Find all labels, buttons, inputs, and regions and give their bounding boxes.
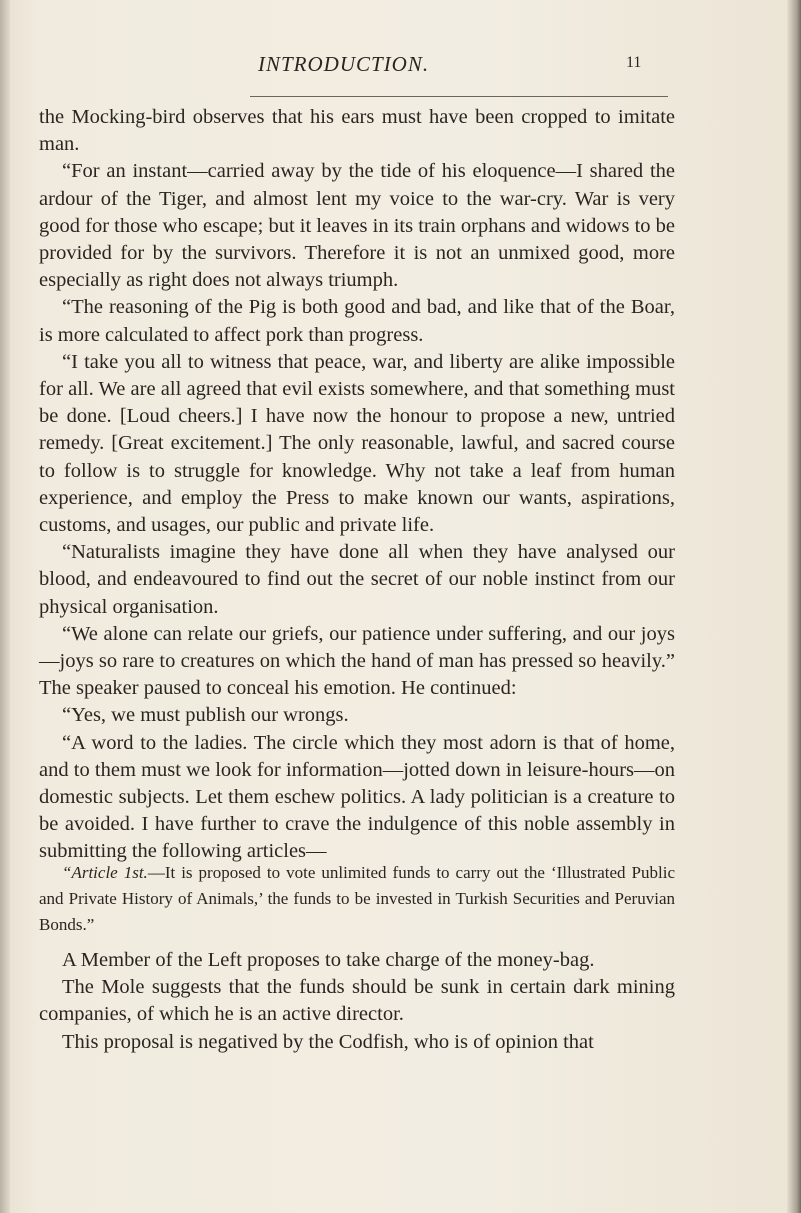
- paragraph: A Member of the Left proposes to take charge of the money-bag.: [62, 949, 595, 971]
- article-text: —It is proposed to vote unlimited funds to carry out the ‘Illustrated Public and Private History of Animals,’ the funds to be invested in Turkish Securities and Peruvian Bonds.”: [39, 863, 675, 934]
- page-header: [0, 34, 801, 74]
- paragraph: “Naturalists imagine they have done all when they have analysed our blood, and endeavoured to find out the secret of our noble instinct from our physical organisation.: [39, 541, 675, 618]
- page-number: 11: [626, 54, 642, 71]
- header-rule: [250, 96, 668, 97]
- article-label: “Article 1st.: [62, 863, 148, 882]
- paragraph: the Mocking-bird observes that his ears must have been cropped to imitate man.: [39, 106, 675, 156]
- page-edge-left: [0, 0, 10, 1213]
- paragraph: “A word to the ladies. The circle which they most adorn is that of home, and to them must we look for information—jotted down in leisure-hours—on domestic subjects. Let them eschew politics. A lady politician is a creature to be avoided. I have further to crave the indulgence of this noble assembly in submitting the following articles—: [39, 731, 675, 863]
- paragraph: “The reasoning of the Pig is both good and bad, and like that of the Boar, is more calculated to affect pork than progress.: [39, 296, 675, 346]
- article-quote: [39, 860, 675, 938]
- paragraph: “Yes, we must publish our wrongs.: [62, 704, 349, 727]
- page-edge-right: [787, 0, 801, 1213]
- paragraph: “For an instant—carried away by the tide of his eloquence—I shared the ardour of the Tiger, and almost lent my voice to the war-cry. War is very good for those who escape; but it leaves in its train orphans and widows to be provided for by the survivors. Therefore it is not an unmixed good, more especially as right does not always triumph.: [39, 160, 675, 292]
- paragraph: “I take you all to witness that peace, war, and liberty are alike impossible for all. We are all agreed that evil exists somewhere, and that something must be done. [Loud cheers.] I have now the honour to propose a new, untried remedy. [Great excitement.] The only reasonable, lawful, and sacred course to follow is to struggle for knowledge. Why not take a leaf from human experience, and employ the Press to make known our wants, aspirations, customs, and usages, our public and private life.: [39, 350, 675, 537]
- paragraph: “We alone can relate our griefs, our patience under suffering, and our joys—joys so rare to creatures on which the hand of man has pressed so heavily.” The speaker paused to conceal his emotion. He continued:: [39, 622, 675, 700]
- running-head: INTRODUCTION.: [258, 52, 430, 76]
- paragraph: The Mole suggests that the funds should be sunk in certain dark mining companies, of which he is an active director.: [39, 976, 675, 1026]
- closing-text: [39, 947, 675, 1056]
- body-text: [39, 104, 675, 866]
- paragraph: This proposal is negatived by the Codfish, who is of opinion that: [62, 1030, 594, 1053]
